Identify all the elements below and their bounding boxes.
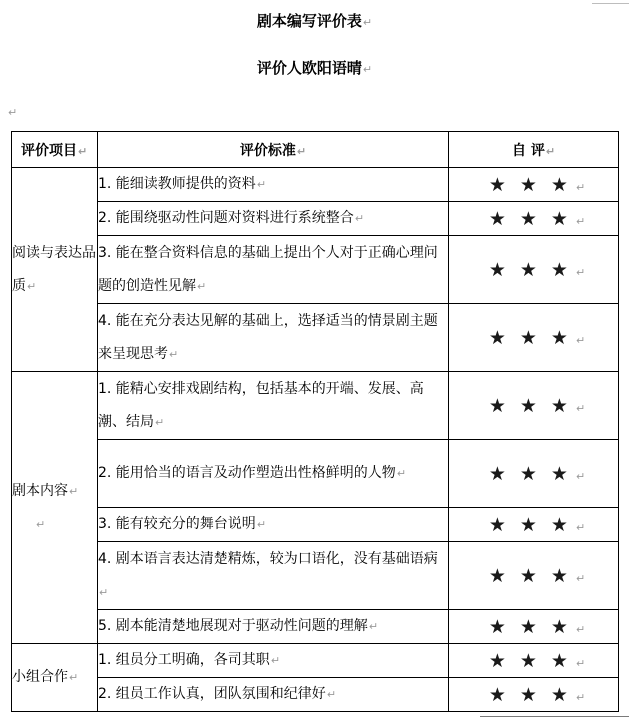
star-icon: ★ [519, 513, 537, 536]
header-criteria: 评价标准↵ [98, 132, 449, 168]
star-icon: ★ [519, 394, 537, 417]
rating-cell: ★ ★ ★ ↵ [449, 508, 619, 542]
document-subtitle: 评价人欧阳语晴↵ [256, 59, 373, 77]
star-icon: ★ [550, 615, 568, 638]
rating-cell: ★ ★ ★ ↵ [449, 372, 619, 440]
table-row [12, 610, 619, 644]
rating-cell: ★ ★ ★ ↵ [449, 678, 619, 712]
document-title: 剧本编写评价表↵ [256, 12, 373, 30]
star-icon: ★ [488, 326, 506, 349]
star-icon: ★ [488, 462, 506, 485]
rating-cell: ★ ★ ★ ↵ [449, 610, 619, 644]
star-icon: ★ [488, 564, 506, 587]
star-icon: ★ [550, 394, 568, 417]
star-icon: ★ [519, 683, 537, 706]
criterion-cell: 3. 能在整合资料信息的基础上提出个人对于正确心理问题的创造性见解↵ [98, 236, 449, 304]
paragraph-mark: ↵ [362, 16, 373, 29]
star-icon: ★ [488, 173, 506, 196]
header-item: 评价项目↵ [12, 132, 98, 168]
empty-paragraph-mark: ↵ [8, 106, 18, 119]
star-icon: ★ [550, 649, 568, 672]
criterion-cell: 2. 能用恰当的语言及动作塑造出性格鲜明的人物↵ [98, 440, 449, 508]
table-row [12, 168, 619, 202]
star-icon: ★ [488, 394, 506, 417]
table-row [12, 678, 619, 712]
table-row [12, 508, 619, 542]
criterion-cell: 2. 能围绕驱动性问题对资料进行系统整合↵ [98, 202, 449, 236]
table-row [12, 542, 619, 610]
table-row [12, 372, 619, 440]
star-icon: ★ [519, 258, 537, 281]
star-icon: ★ [550, 207, 568, 230]
rating-cell: ★ ★ ★ ↵ [449, 644, 619, 678]
page-corner-line [592, 3, 629, 4]
criterion-cell: 1. 能细读教师提供的资料↵ [98, 168, 449, 202]
star-icon: ★ [550, 462, 568, 485]
star-icon: ★ [550, 173, 568, 196]
criterion-cell: 5. 剧本能清楚地展现对于驱动性问题的理解↵ [98, 610, 449, 644]
star-icon: ★ [519, 615, 537, 638]
evaluation-table [11, 131, 619, 712]
category-cell: 阅读与表达品质↵ [12, 168, 98, 372]
star-icon: ★ [550, 326, 568, 349]
header-self-evaluation: 自 评↵ [449, 132, 619, 168]
criterion-cell: 2. 组员工作认真，团队氛围和纪律好↵ [98, 678, 449, 712]
star-icon: ★ [550, 258, 568, 281]
star-icon: ★ [550, 513, 568, 536]
table-header-row [12, 132, 619, 168]
star-icon: ★ [488, 207, 506, 230]
table-row [12, 644, 619, 678]
criterion-cell: 1. 能精心安排戏剧结构，包括基本的开端、发展、高潮、结局↵ [98, 372, 449, 440]
star-icon: ★ [488, 683, 506, 706]
star-icon: ★ [488, 649, 506, 672]
star-icon: ★ [488, 513, 506, 536]
star-icon: ★ [519, 207, 537, 230]
rating-cell: ★ ★ ★ ↵ [449, 440, 619, 508]
star-icon: ★ [519, 462, 537, 485]
criterion-cell: 3. 能有较充分的舞台说明↵ [98, 508, 449, 542]
table-row [12, 202, 619, 236]
rating-cell: ★ ★ ★ ↵ [449, 168, 619, 202]
table-row [12, 440, 619, 508]
star-icon: ★ [488, 615, 506, 638]
star-icon: ★ [488, 258, 506, 281]
star-icon: ★ [519, 649, 537, 672]
star-icon: ★ [550, 564, 568, 587]
table-row [12, 236, 619, 304]
star-icon: ★ [519, 326, 537, 349]
table-row [12, 304, 619, 372]
category-cell: 剧本内容↵ ↵ [12, 372, 98, 644]
rating-cell: ★ ★ ★ ↵ [449, 236, 619, 304]
rating-cell: ★ ★ ★ ↵ [449, 202, 619, 236]
category-cell: 小组合作↵ [12, 644, 98, 712]
criterion-cell: 1. 组员分工明确，各司其职↵ [98, 644, 449, 678]
star-icon: ★ [550, 683, 568, 706]
bottom-rule [480, 716, 629, 717]
paragraph-mark: ↵ [362, 63, 373, 76]
criterion-cell: 4. 能在充分表达见解的基础上，选择适当的情景剧主题来呈现思考↵ [98, 304, 449, 372]
rating-cell: ★ ★ ★ ↵ [449, 542, 619, 610]
criterion-cell: 4. 剧本语言表达清楚精炼，较为口语化，没有基础语病↵ [98, 542, 449, 610]
star-icon: ★ [519, 173, 537, 196]
star-icon: ★ [519, 564, 537, 587]
rating-cell: ★ ★ ★ ↵ [449, 304, 619, 372]
